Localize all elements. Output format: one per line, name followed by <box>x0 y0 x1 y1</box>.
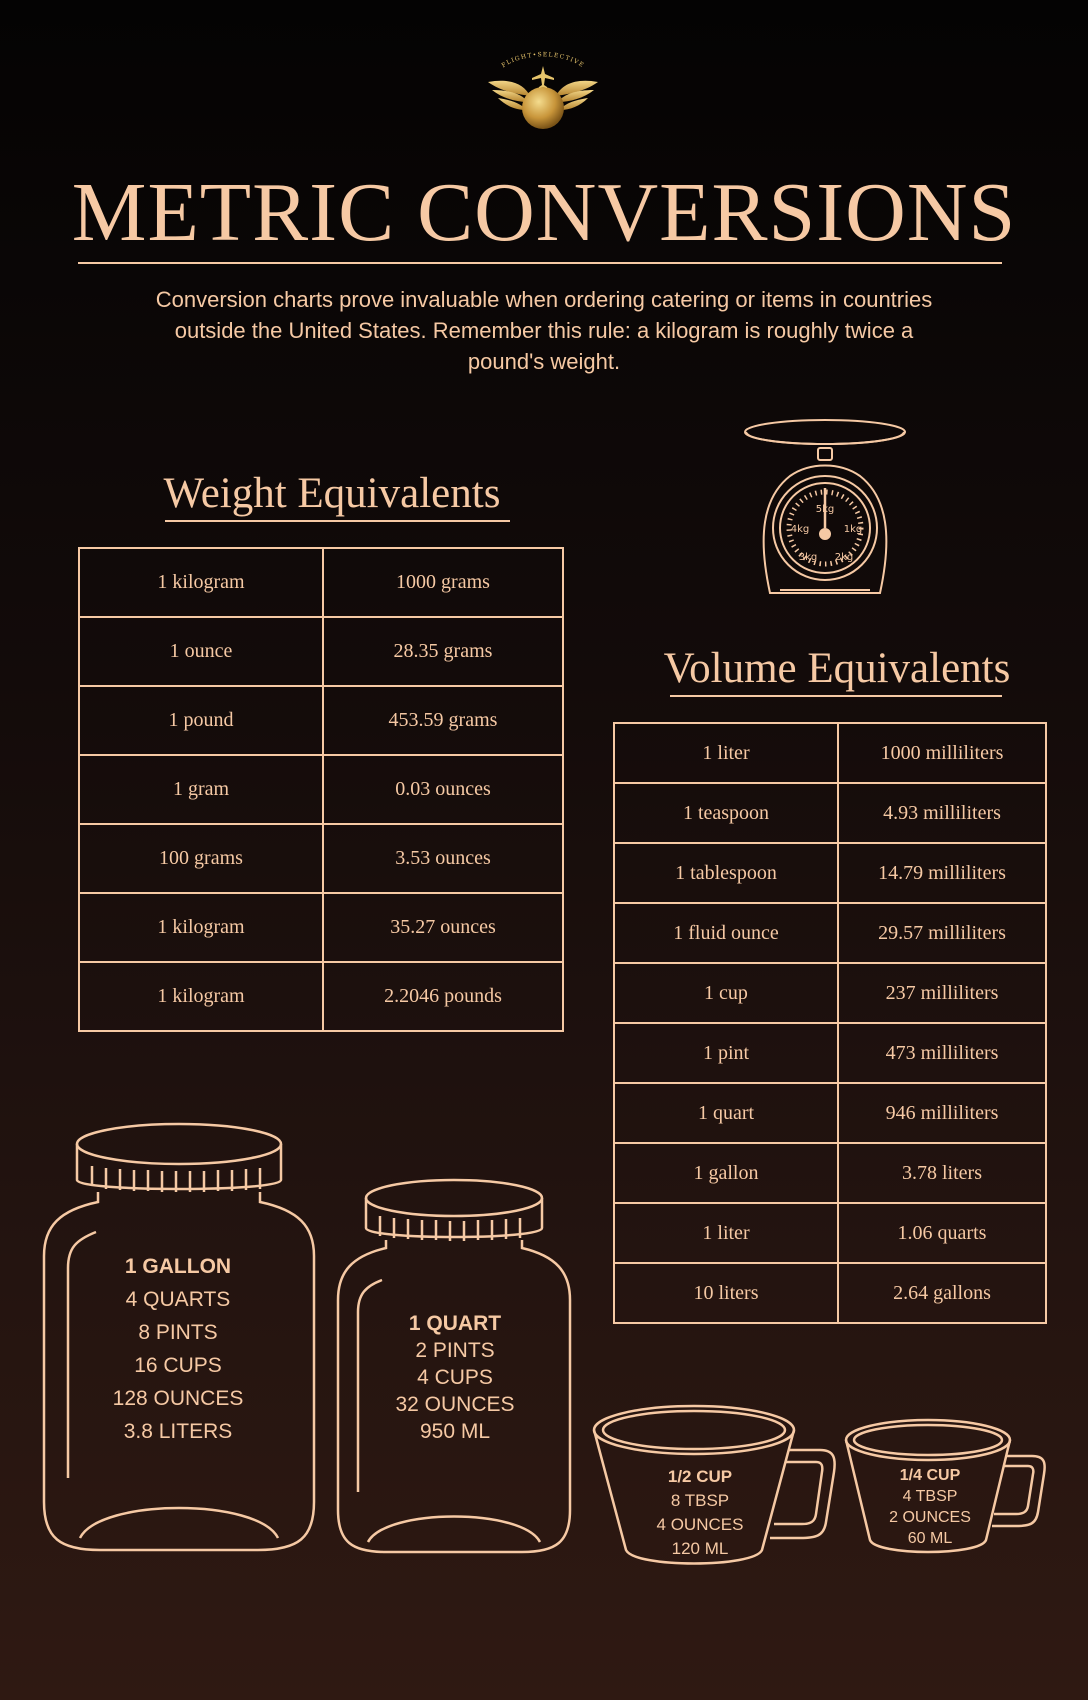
table-row <box>614 963 1046 1023</box>
weight-from: 1 ounce <box>79 617 323 686</box>
dial-label-4kg: 4kg <box>790 524 810 535</box>
dial-label-1kg: 1kg <box>843 524 863 535</box>
svg-text:FLIGHT•SELECTIVE <box>500 51 585 69</box>
table-row <box>79 548 563 617</box>
quart-label <box>372 1310 538 1445</box>
volume-from: 1 teaspoon <box>614 783 838 843</box>
gallon-line: 16 CUPS <box>134 1354 222 1377</box>
weight-from: 1 kilogram <box>79 962 323 1031</box>
weight-heading-underline <box>165 520 510 522</box>
weight-table <box>78 547 564 1032</box>
dial-label-3kg: 3kg <box>798 552 818 563</box>
weight-to: 28.35 grams <box>323 617 563 686</box>
volume-to: 4.93 milliliters <box>838 783 1046 843</box>
table-row <box>614 723 1046 783</box>
quart-line: 950 ML <box>419 1420 491 1443</box>
weight-to: 453.59 grams <box>323 686 563 755</box>
gallon-line: 4 QUARTS <box>125 1288 231 1311</box>
quart-line: 32 OUNCES <box>395 1393 515 1416</box>
quarter-cup-line: 2 OUNCES <box>889 1509 971 1526</box>
weight-heading: Weight Equivalents <box>163 470 501 517</box>
volume-to: 29.57 milliliters <box>838 903 1046 963</box>
table-row <box>614 1083 1046 1143</box>
gallon-line: 3.8 LITERS <box>123 1420 233 1443</box>
table-row <box>79 893 563 962</box>
dial-label-5kg: 5kg <box>815 504 835 515</box>
table-row <box>614 843 1046 903</box>
globe-icon <box>522 87 564 129</box>
volume-from: 1 gallon <box>614 1143 838 1203</box>
intro-paragraph: Conversion charts prove invaluable when ordering catering or items in countries outside the United States. Remember this rule: a kilogram is roughly twice a pound's weight. <box>155 287 933 374</box>
gallon-line: 8 PINTS <box>138 1321 218 1344</box>
table-row <box>614 903 1046 963</box>
quarter-cup-label <box>860 1465 1000 1549</box>
table-row <box>79 755 563 824</box>
half-cup-line: 8 TBSP <box>670 1491 730 1510</box>
half-cup-line: 120 ML <box>671 1539 729 1558</box>
logo-text: FLIGHT•SELECTIVE <box>500 51 586 70</box>
table-row <box>79 824 563 893</box>
volume-to: 1.06 quarts <box>838 1203 1046 1263</box>
table-row <box>614 1203 1046 1263</box>
volume-from: 1 tablespoon <box>614 843 838 903</box>
weight-from: 1 gram <box>79 755 323 824</box>
weight-to: 2.2046 pounds <box>323 962 563 1031</box>
weight-from: 1 pound <box>79 686 323 755</box>
weight-to: 1000 grams <box>323 548 563 617</box>
volume-from: 1 liter <box>614 723 838 783</box>
volume-to: 3.78 liters <box>838 1143 1046 1203</box>
weight-from: 100 grams <box>79 824 323 893</box>
half-cup-title: 1/2 CUP <box>667 1467 733 1486</box>
kitchen-scale-icon <box>740 418 910 598</box>
half-cup-label <box>615 1465 785 1561</box>
volume-from: 10 liters <box>614 1263 838 1323</box>
volume-from: 1 pint <box>614 1023 838 1083</box>
volume-to: 1000 milliliters <box>838 723 1046 783</box>
volume-to: 2.64 gallons <box>838 1263 1046 1323</box>
weight-to: 0.03 ounces <box>323 755 563 824</box>
volume-to: 237 milliliters <box>838 963 1046 1023</box>
half-cup-line: 4 OUNCES <box>656 1515 744 1534</box>
volume-table <box>613 722 1047 1324</box>
quarter-cup-title: 1/4 CUP <box>899 1467 961 1484</box>
table-row <box>614 1023 1046 1083</box>
quarter-cup-line: 4 TBSP <box>902 1488 958 1505</box>
quart-line: 2 PINTS <box>415 1339 495 1362</box>
weight-from: 1 kilogram <box>79 893 323 962</box>
quarter-cup-line: 60 ML <box>907 1530 953 1547</box>
gallon-label <box>88 1250 268 1448</box>
weight-to: 35.27 ounces <box>323 893 563 962</box>
volume-to: 946 milliliters <box>838 1083 1046 1143</box>
volume-from: 1 cup <box>614 963 838 1023</box>
table-row <box>614 1263 1046 1323</box>
volume-to: 473 milliliters <box>838 1023 1046 1083</box>
volume-to: 14.79 milliliters <box>838 843 1046 903</box>
title-underline <box>78 262 1002 264</box>
volume-heading: Volume Equivalents <box>663 645 1011 692</box>
brand-logo-wordmark <box>486 50 600 84</box>
gallon-title: 1 GALLON <box>124 1255 232 1278</box>
volume-heading-underline <box>670 695 1002 697</box>
dial-label-2kg: 2kg <box>834 552 854 563</box>
table-row <box>614 1143 1046 1203</box>
table-row <box>79 962 563 1031</box>
table-row <box>79 617 563 686</box>
gallon-line: 128 OUNCES <box>112 1387 244 1410</box>
weight-from: 1 kilogram <box>79 548 323 617</box>
volume-from: 1 quart <box>614 1083 838 1143</box>
quart-line: 4 CUPS <box>417 1366 493 1389</box>
volume-from: 1 liter <box>614 1203 838 1263</box>
volume-from: 1 fluid ounce <box>614 903 838 963</box>
table-row <box>79 686 563 755</box>
page-title: METRIC CONVERSIONS <box>71 166 1017 259</box>
table-row <box>614 783 1046 843</box>
weight-to: 3.53 ounces <box>323 824 563 893</box>
quart-title: 1 QUART <box>408 1312 502 1335</box>
